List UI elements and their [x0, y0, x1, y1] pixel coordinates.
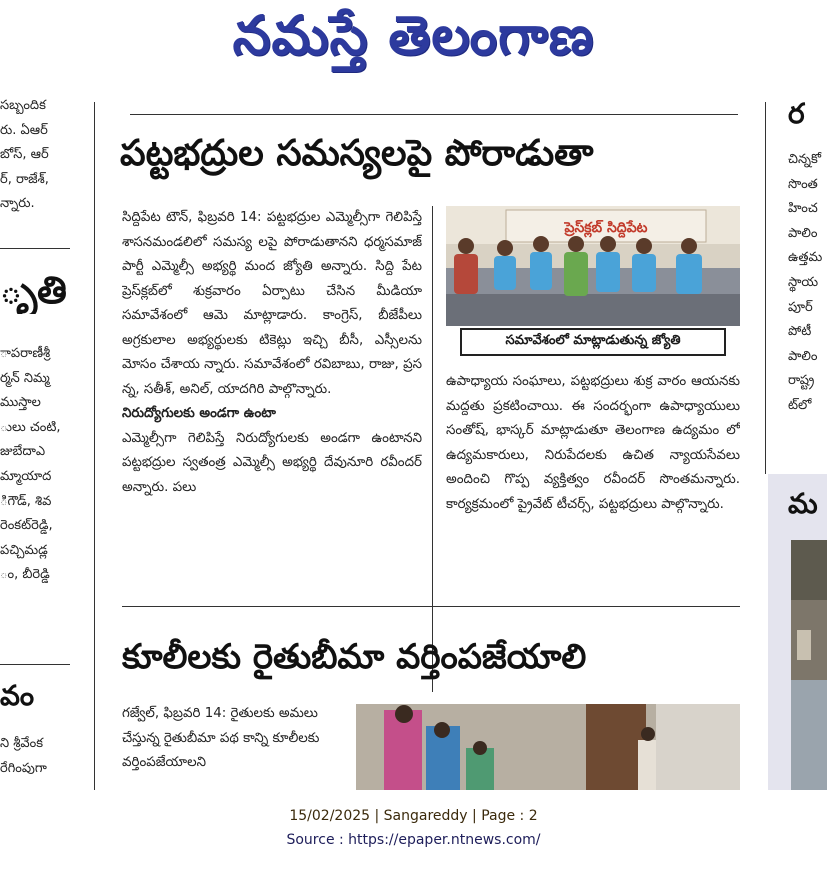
newspaper-clip: [0, 98, 827, 790]
text-fragment: చిన్నకో: [788, 152, 821, 167]
text-fragment: పూర్: [788, 299, 813, 315]
left-column-top: [0, 98, 70, 234]
story1-photo: [446, 206, 740, 326]
column-rule-left: [94, 102, 95, 790]
text-fragment: ర్, రాజేశ్,: [0, 171, 49, 187]
text-fragment: ాపరాణీశ్రీ: [0, 346, 51, 361]
story1-column-rule: [432, 206, 433, 692]
text-fragment: న్నారు.: [0, 196, 35, 212]
right-photo: [791, 540, 827, 790]
text-fragment: సొంత: [788, 176, 818, 192]
press-club-banner-text: ప్రెస్‌క్లబ్ సిద్దిపేట: [564, 220, 648, 236]
story2-photo: [356, 704, 740, 790]
right-box: [768, 474, 827, 790]
text-fragment: ం, బీరెడ్డి: [0, 567, 50, 583]
text-fragment: మ్మాయాద: [0, 468, 52, 484]
story1-body-2: ఎమ్మెల్సీగా గెలిపిస్తే నిరుద్యోగులకు అండగా ఉంటానని పట్టభద్రుల స్వతంత్ర ఎమ్మెల్సీ అభ్యర్థి దేవునూరి రవీందర్ అన్నారు. పలు: [122, 430, 422, 495]
text-fragment: ట్‌లో: [788, 397, 812, 413]
text-fragment: పచ్చిమడ్ల: [0, 542, 48, 558]
story2-column-1: [122, 702, 348, 790]
text-fragment: సబ్బందిక: [0, 98, 46, 113]
story1-body-3: ఉపాధ్యాయ సంఘాలు, పట్టభద్రులు శుక్ర వారం ఆయనకు మద్దతు ప్రకటించాయి. ఈ సందర్భంగా ఉపాధ్యాయులు సంతోష్, భాస్కర్ మాట్లాడుతూ తెలంగాణ ఉద్యమం లో ఉద్యమకారులు, నిరుపేదలకు ఉచిత న్యాయసేవలు అందించి గొప్ప వ్యక్తిత్వం రవీందర్ సొంతమన్నారు. కార్యక్రమంలో ప్రైవేట్ టీచర్స్, పట్టభద్రులు పాల్గొన్నారు.: [446, 374, 740, 512]
left-divider-2: [0, 664, 70, 665]
text-fragment: స్థాయ: [788, 274, 819, 290]
text-fragment: పోటీ: [788, 324, 812, 340]
story1-column-2: [446, 370, 740, 592]
story1-column-1: [122, 206, 422, 694]
text-fragment: హించ: [788, 201, 818, 217]
left-column-mid: [0, 342, 70, 602]
story1-headline: పట్టభద్రుల సమస్యలపై పోరాడుతా: [120, 133, 594, 174]
text-fragment: ర్మన్ నిమ్మ: [0, 370, 50, 386]
text-fragment: రేగింపుగా: [0, 760, 47, 776]
story1-subheading: నిరుద్యోగులకు అండగా ఉంటా: [122, 406, 276, 421]
story1-body-1: సిద్దిపేట టౌన్, ఫిబ్రవరి 14: పట్టభద్రుల ఎమ్మెల్సీగా గెలిపిస్తే శాసనమండలిలో సమస్య లపై పోరాడుతానని ధర్మసమాజ్ పార్టీ ఎమ్మెల్సీ అభ్యర్థి మంద జ్యోతి అన్నారు. సిద్ది పేట ప్రెస్‌క్లబ్‌లో శుక్రవారం ఏర్పాటు చేసిన మీడియా సమావేశంలో ఆమె మాట్లాడారు. కాంగ్రెస్, బీజేపీలు అగ్రకులాల అభ్యర్థులకు టికెట్లు ఇచ్చి బీసీ, ఎస్సీలను మోసం చేశాయ న్నారు. సమావేశంలో రవిబాబు, రాజు, ప్రస న్న, సతీశ్, అనిల్, యాదగిరి పాల్గొన్నారు.: [122, 210, 422, 397]
right-heading-1: ర: [788, 98, 805, 130]
story1-photo-caption: సమావేశంలో మాట్లాడుతున్న జ్యోతి: [460, 328, 726, 356]
story2-body: గజ్వేల్, ఫిబ్రవరి 14: రైతులకు అమలు చేస్తున్న రైతుబీమా పథ కాన్ని కూలీలకు వర్తింపజేయాలని: [122, 706, 320, 770]
left-column-bottom: [0, 732, 70, 790]
left-heading-1: ృతి: [0, 268, 67, 312]
text-fragment: ని శ్రీవేంక: [0, 736, 44, 751]
column-rule-right: [765, 102, 766, 474]
text-fragment: రెంకట్‌రెడ్డి,: [0, 518, 53, 534]
newspaper-title: నమస్తే తెలంగాణ: [232, 4, 595, 67]
press-meet-photo: [446, 206, 740, 326]
footer-date-line: 15/02/2025 | Sangareddy | Page : 2: [289, 808, 538, 824]
text-fragment: పాలిం: [788, 225, 818, 241]
text-fragment: ముస్తాల: [0, 395, 41, 411]
text-fragment: బోస్, ఆర్: [0, 147, 49, 163]
text-fragment: రు. ఏఆర్: [0, 122, 48, 138]
farm-laborers-photo: [356, 704, 740, 790]
text-fragment: ులు చంటి,: [0, 419, 61, 435]
story-divider: [122, 606, 740, 607]
story2-headline: కూలీలకు రైతుబీమా వర్తింపజేయాలి: [122, 637, 587, 677]
masthead: [0, 0, 827, 80]
text-fragment: రాష్ట్ర: [788, 373, 815, 389]
right-column-text: [788, 148, 827, 448]
text-fragment: జుబేదాఎ: [0, 444, 46, 460]
text-fragment: ఉత్తమ: [788, 250, 823, 266]
right-heading-2: మ: [788, 487, 818, 520]
footer-source-line: Source : https://epaper.ntnews.com/: [286, 832, 541, 848]
story1-top-rule: [130, 114, 738, 115]
left-divider-1: [0, 248, 70, 249]
text-fragment: ిగౌడ్, శివ: [0, 493, 52, 509]
text-fragment: పాలిం: [788, 348, 818, 364]
left-heading-2: వం: [0, 679, 35, 712]
